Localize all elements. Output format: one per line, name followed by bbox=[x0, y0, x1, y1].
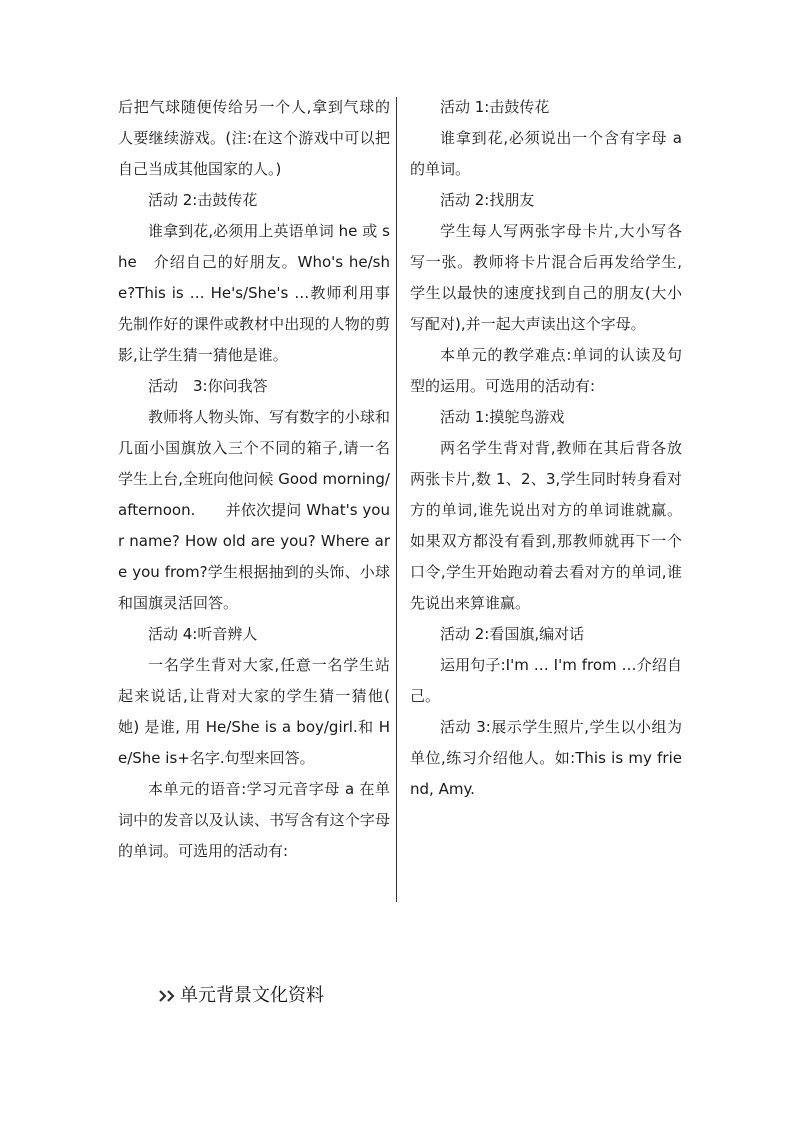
right-column bbox=[410, 92, 682, 805]
left-activity-4-body: 一名学生背对大家,任意一名学生站起来说话,让背对大家的学生猜一猜他( 她) 是谁, 用 He/She is a boy/girl.和 He/She is+名字.句型来回答。 bbox=[118, 656, 390, 767]
right-activity-2-title: 活动 2:找朋友 bbox=[440, 191, 535, 209]
section-heading-label: 单元背景文化资料 bbox=[180, 985, 324, 1006]
right-game-3-body: 活动 3:展示学生照片,学生以小组为单位,练习介绍他人。如:This is my friend, Amy. bbox=[410, 718, 682, 798]
left-column bbox=[118, 92, 390, 867]
left-activity-2-title: 活动 2:击鼓传花 bbox=[148, 191, 258, 209]
right-game-2-title: 活动 2:看国旗,编对话 bbox=[440, 625, 585, 643]
right-activity-2-body: 学生每人写两张字母卡片,大小写各写一张。教师将卡片混合后再发给学生,学生以最快的速度找到自己的朋友(大小写配对),并一起大声读出这个字母。 bbox=[410, 222, 682, 333]
double-chevron-right-icon bbox=[158, 989, 178, 1003]
right-game-1-body: 两名学生背对背,教师在其后背各放两张卡片,数 1、2、3,学生同时转身看对方的单词,谁先说出对方的单词谁就赢。如果双方都没有看到,那教师就再下一个口令,学生开始跑动着去看对方的单词,谁先说出来算谁赢。 bbox=[410, 439, 682, 612]
right-difficulty-intro: 本单元的教学难点:单词的认读及句型的运用。可选用的活动有: bbox=[410, 346, 682, 395]
column-divider bbox=[396, 97, 397, 902]
left-activity-3-title: 活动 3:你问我答 bbox=[148, 377, 268, 395]
section-heading bbox=[158, 982, 324, 1010]
right-game-1-title: 活动 1:摸鸵鸟游戏 bbox=[440, 408, 565, 426]
left-activity-4-title: 活动 4:听音辨人 bbox=[148, 625, 258, 643]
left-paragraph-1: 后把气球随便传给另一个人,拿到气球的人要继续游戏。(注:在这个游戏中可以把自己当成其他国家的人。) bbox=[118, 98, 390, 178]
right-activity-1-title: 活动 1:击鼓传花 bbox=[440, 98, 550, 116]
left-activity-3-body: 教师将人物头饰、写有数字的小球和几面小国旗放入三个不同的箱子,请一名学生上台,全班向他问候 Good morning/afternoon. 并依次提问 What's your name? How old are you? Where are you from?学生根据抽到的头饰、小球和国旗灵活回答。 bbox=[118, 408, 390, 612]
left-activity-2-body: 谁拿到花,必须用上英语单词 he 或 she 介绍自己的好朋友。Who's he/she?This is … He's/She's …教师利用事先制作好的课件或教材中出现的人物的剪影,让学生猜一猜他是谁。 bbox=[118, 222, 390, 364]
right-game-2-body: 运用句子:I'm … I'm from …介绍自己。 bbox=[410, 656, 682, 705]
right-activity-1-body: 谁拿到花,必须说出一个含有字母 a 的单词。 bbox=[410, 129, 682, 178]
left-phonics-intro: 本单元的语音:学习元音字母 a 在单词中的发音以及认读、书写含有这个字母的单词。可选用的活动有: bbox=[118, 780, 390, 860]
